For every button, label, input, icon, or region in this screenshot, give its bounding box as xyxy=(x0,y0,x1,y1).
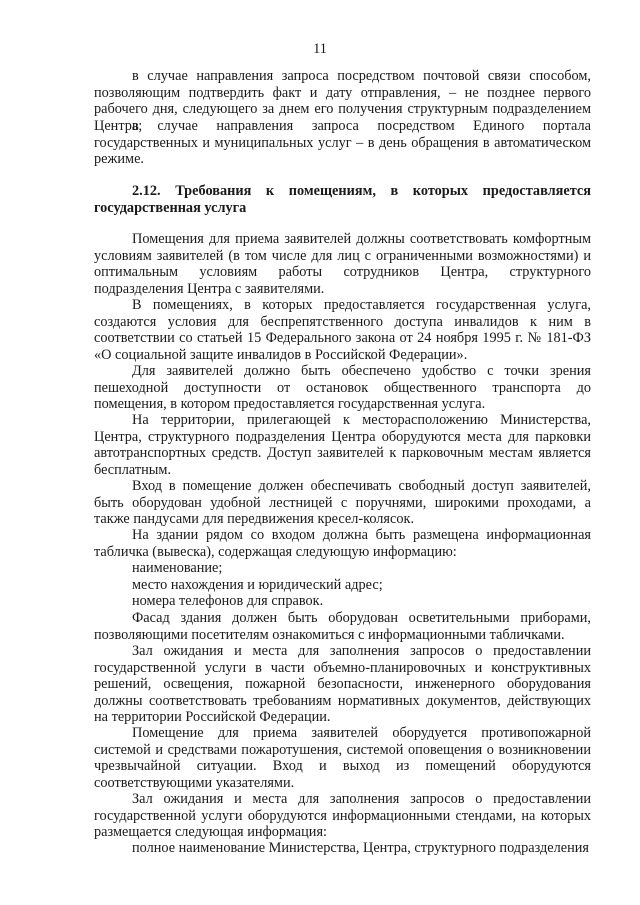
paragraph-portal-request: в случае направления запроса посредством Единого портала государственных и муниципальных услуг – в день обращения в автоматическом режиме. xyxy=(94,118,591,168)
paragraph-premises-comfort: Помещения для приема заявителей должны соответствовать комфортным условиям заявителей (в том числе для лиц с ограниченными возможностями) и оптимальным условиям работы сотрудников Центра, структурного подразделения Центра с заявителями. xyxy=(94,231,591,297)
list-item-address: место нахождения и юридический адрес; xyxy=(132,577,383,593)
paragraph-pedestrian-access: Для заявителей должно быть обеспечено удобство с точки зрения пешеходной доступности от остановок общественного транспорта до помещения, в котором предоставляется государственная услуга. xyxy=(94,363,591,413)
list-item-name: наименование; xyxy=(132,560,223,576)
paragraph-parking: На территории, прилегающей к месторасположению Министерства, Центра, структурного подразделения Центра оборудуются места для парковки автотранспортных средств. Доступ заявителей к парковочным местам является бесплатным. xyxy=(94,412,591,478)
paragraph-mail-request: в случае направления запроса посредством почтовой связи способом, позволяющим подтвердить факт и дату отправления, – не позднее первого рабочего дня, следующего за днем его получения структурным подразделением Центра; xyxy=(94,68,591,134)
paragraph-disabled-access: В помещениях, в которых предоставляется государственная услуга, создаются условия для беспрепятственного доступа инвалидов к ним в соответствии со статьей 15 Федерального закона от 24 ноября 1995 г. № 181-ФЗ «О социальной защите инвалидов в Российской Федерации». xyxy=(94,297,591,363)
paragraph-sign: На здании рядом со входом должна быть размещена информационная табличка (вывеска), содержащая следующую информацию: xyxy=(94,527,591,560)
paragraph-entrance: Вход в помещение должен обеспечивать свободный доступ заявителей, быть оборудован удобной лестницей с поручнями, широкими проходами, а также пандусами для передвижения кресел-колясок. xyxy=(94,478,591,528)
paragraph-fire-safety: Помещение для приема заявителей оборудуется противопожарной системой и средствами пожаротушения, системой оповещения о возникновении чрезвычайной ситуации. Вход и выход из помещений оборудуются соответствующими указателями. xyxy=(94,725,591,791)
paragraph-waiting-hall: Зал ожидания и места для заполнения запросов о предоставлении государственной услуги в части объемно-планировочных и конструктивных решений, освещения, пожарной безопасности, инженерного оборудования должны соответствовать требованиям нормативных документов, действующих на территории Российской Федерации. xyxy=(94,643,591,726)
section-heading: 2.12. Требования к помещениям, в которых предоставляется государственная услуга xyxy=(94,183,591,216)
page-number: 11 xyxy=(313,41,327,57)
paragraph-info-stands: Зал ожидания и места для заполнения запросов о предоставлении государственной услуги оборудуются информационными стендами, на которых размещается следующая информация: xyxy=(94,791,591,841)
paragraph-facade: Фасад здания должен быть оборудован осветительными приборами, позволяющими посетителям ознакомиться с информационными табличками. xyxy=(94,610,591,643)
paragraph-full-name: полное наименование Министерства, Центра, структурного подразделения xyxy=(132,840,589,856)
list-item-phones: номера телефонов для справок. xyxy=(132,593,324,609)
